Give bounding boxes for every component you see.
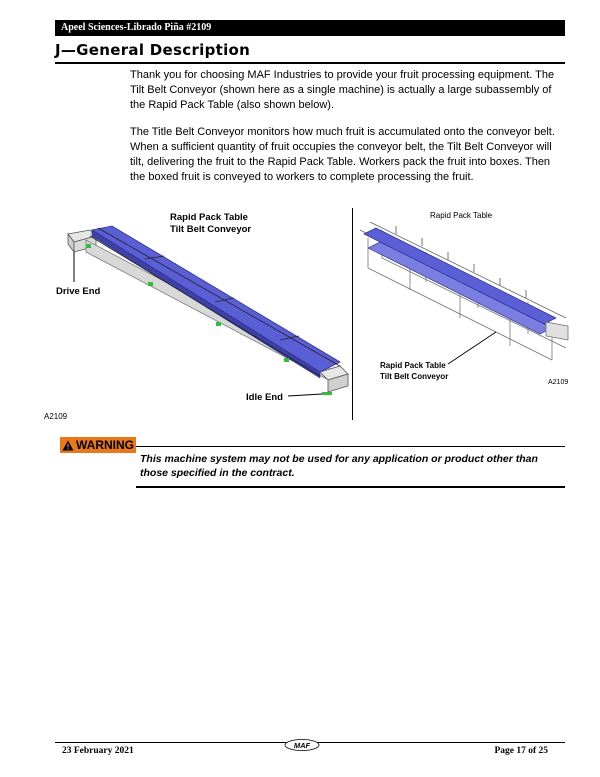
section-title: J—General Description xyxy=(55,41,251,59)
figure-code: A2109 xyxy=(44,412,68,421)
page-header xyxy=(55,20,565,36)
pack-table-title: Rapid Pack Table xyxy=(430,211,493,220)
pack-table-label-line1: Rapid Pack Table xyxy=(380,361,446,370)
svg-text:MAF: MAF xyxy=(293,741,311,750)
warning-text: This machine system may not be used for any application or product other than those specified in the contract. xyxy=(140,453,538,479)
warning-triangle-icon xyxy=(62,440,74,451)
pack-table-code: A2109 xyxy=(548,379,569,386)
warning-rule-top xyxy=(136,446,565,447)
figure-divider xyxy=(352,208,353,420)
conveyor-figure-left xyxy=(40,206,350,426)
conveyor-illustration xyxy=(40,206,350,426)
warning-badge xyxy=(60,437,136,453)
idle-end-label: Idle End xyxy=(246,392,283,403)
description-paragraph: The Title Belt Conveyor monitors how much fruit is accumulated onto the conveyor belt. When a sufficient quantity of fruit occupies the conveyor belt, the Tilt Belt Conveyor will tilt, delivering the fruit to the Rapid Pack Table. Workers pack the fruit into boxes. Then the boxed fruit is conveyed to workers to complete processing the fruit. xyxy=(130,126,555,183)
pack-table-label-line2: Tilt Belt Conveyor xyxy=(380,372,449,381)
intro-paragraph: Thank you for choosing MAF Industries to provide your fruit processing equipment. The Tilt Belt Conveyor (shown here as a single machine) is actually a large subassembly of the Rapid Pack Table (also shown below). xyxy=(130,69,555,111)
maf-logo xyxy=(284,738,320,750)
warning-rule-bottom xyxy=(136,486,565,488)
drive-end-label: Drive End xyxy=(56,286,101,297)
footer-date: 23 February 2021 xyxy=(62,746,134,756)
title-rule xyxy=(55,62,565,64)
warning-badge-label: WARNING xyxy=(76,438,134,452)
footer-page-number: Page 17 of 25 xyxy=(494,746,548,756)
figure-label-line1: Rapid Pack Table xyxy=(170,212,248,223)
header-text: Apeel Sciences-Librado Piña #2109 xyxy=(61,22,212,33)
figure-label-line2: Tilt Belt Conveyor xyxy=(170,224,252,235)
pack-table-figure-right xyxy=(356,208,571,388)
